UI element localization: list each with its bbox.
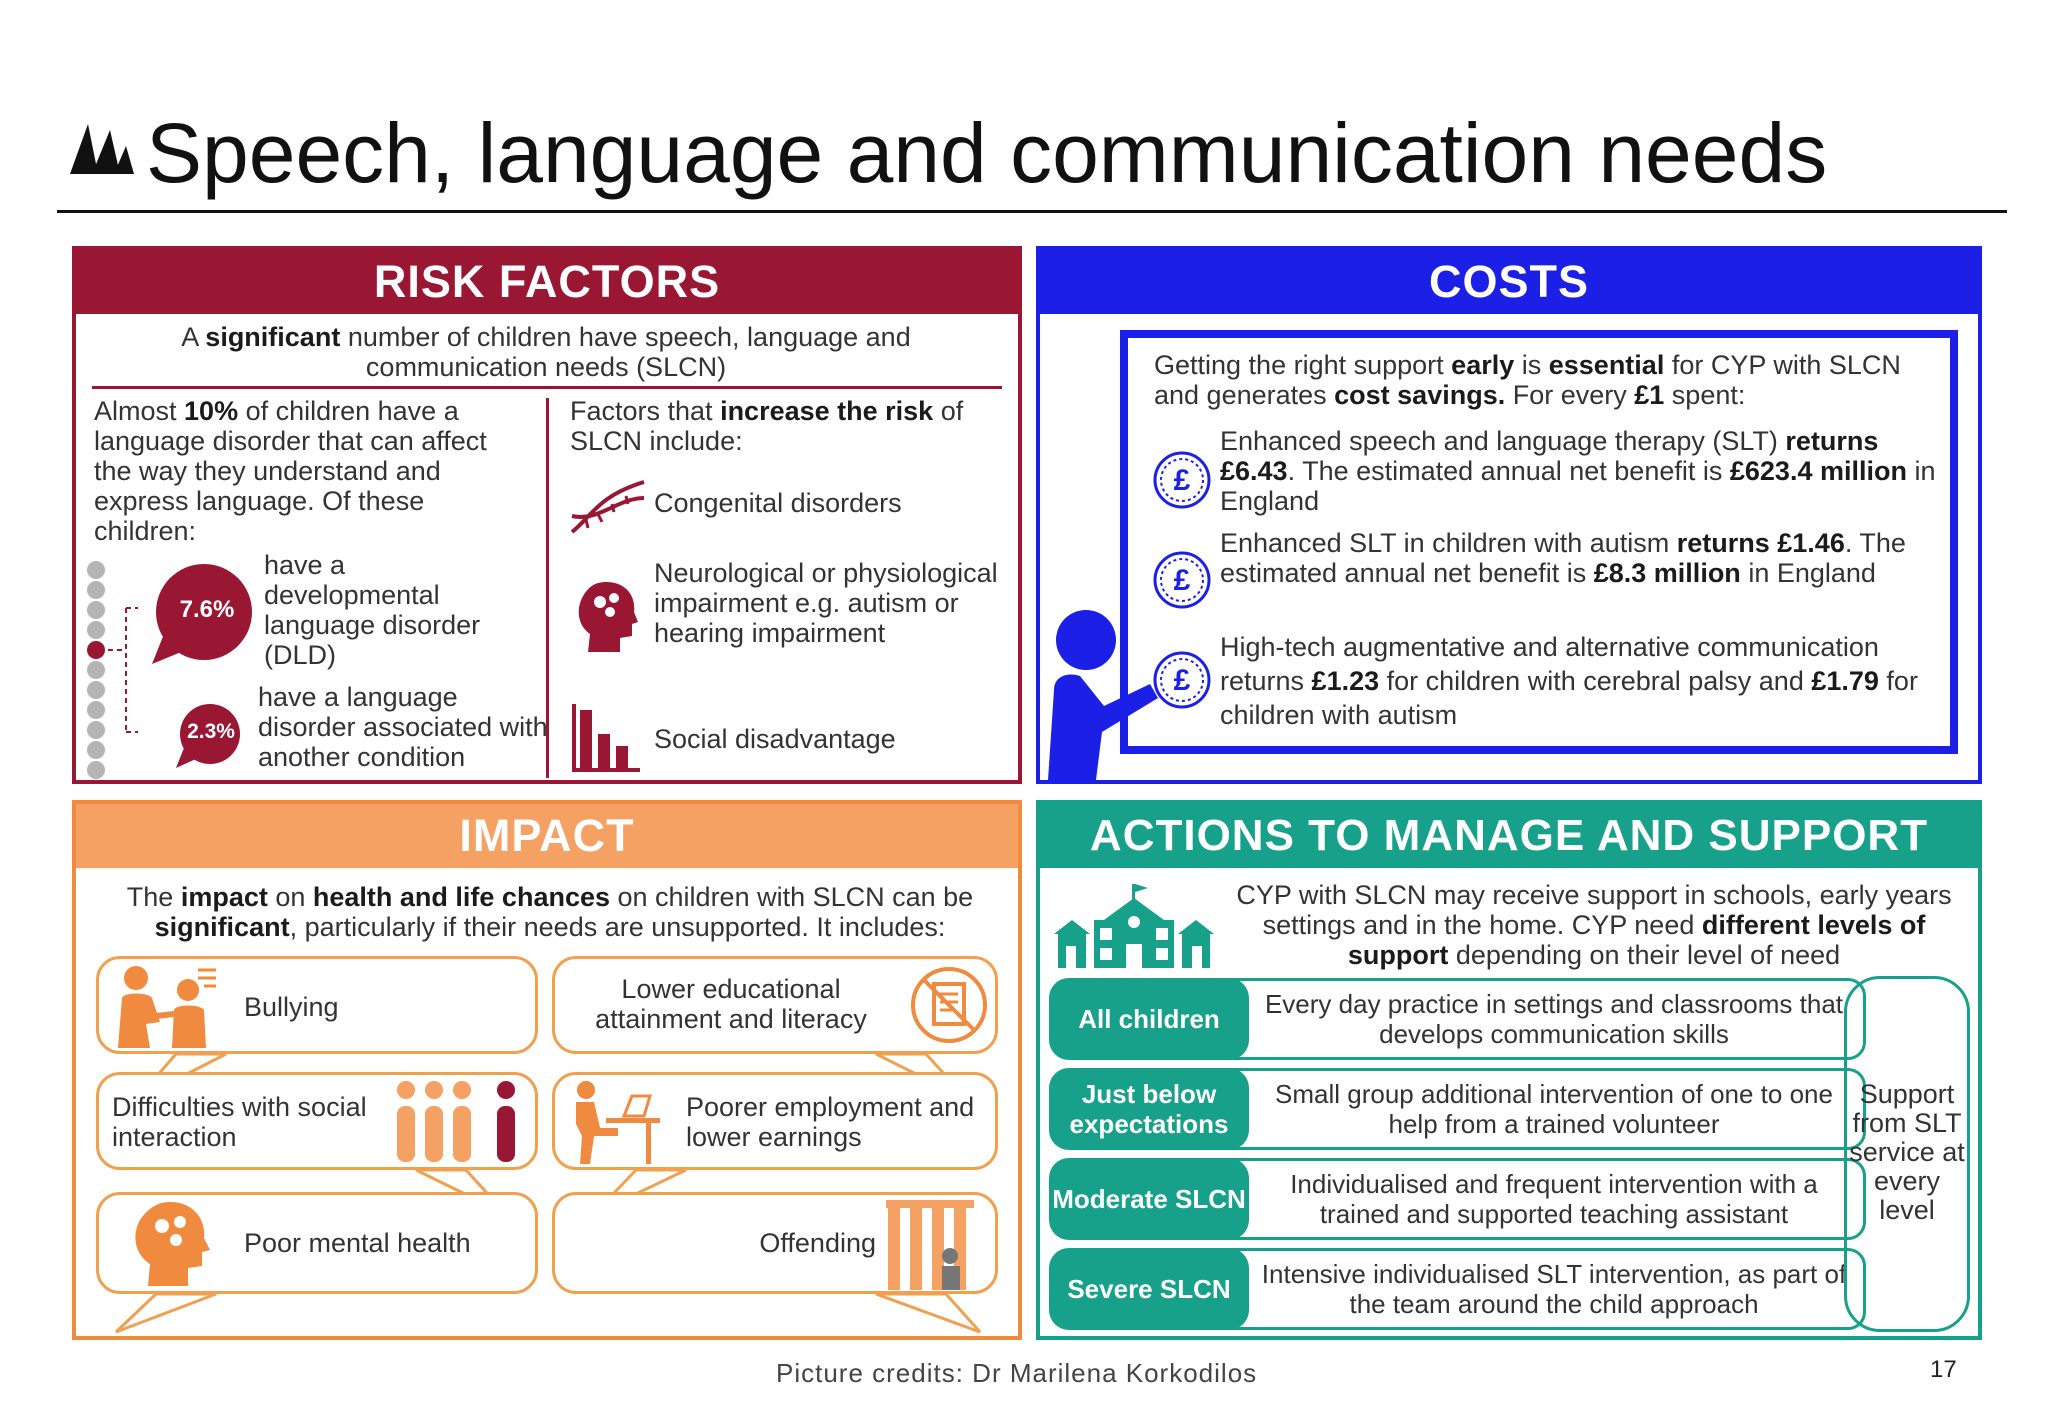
pound-symbol: £ <box>1173 464 1191 497</box>
costs-item1-e: in England <box>1220 456 1936 516</box>
costs-item1-b: returns £6.43 <box>1220 426 1879 486</box>
level-all-children-box: Every day practice in settings and classrooms that develops communication skills <box>1210 978 1866 1060</box>
costs-item3-a: High-tech augmentative and alternative communication returns <box>1220 632 1879 696</box>
pound-symbol: £ <box>1173 564 1191 597</box>
risk-intro-bold: significant <box>205 322 341 352</box>
costs-intro-g: For every <box>1505 380 1635 410</box>
impact-heading: IMPACT <box>76 804 1018 868</box>
risk-left-post: of children have a language disorder that can affect the way they understand and express language. Of these children: <box>94 396 487 546</box>
stat-other-text: have a language disorder associated with another condition <box>258 682 548 772</box>
costs-heading: COSTS <box>1040 250 1978 314</box>
actions-panel <box>1036 800 1982 1340</box>
level-below-expectations-label: Just below expectations <box>1049 1068 1249 1150</box>
costs-item3-d: £1.79 <box>1811 666 1879 696</box>
factor-neurological: Neurological or physiological impairment e.g. autism or hearing impairment <box>654 558 998 648</box>
head-brain-icon <box>576 580 638 652</box>
risk-divider <box>92 386 1002 389</box>
costs-item3-c: for children with cerebral palsy and <box>1379 666 1812 696</box>
impact-intro-a: The <box>126 882 181 912</box>
pound-coin-icon <box>1152 650 1212 710</box>
factor-social-disadvantage: Social disadvantage <box>654 724 896 754</box>
costs-item2-e: in England <box>1740 558 1876 588</box>
desk-worker-icon <box>566 1080 662 1164</box>
school-icon <box>1054 884 1214 968</box>
risk-right-text <box>570 396 1010 456</box>
costs-item1-d: £623.4 million <box>1729 456 1907 486</box>
level-severe-box: Intensive individualised SLT intervention, as part of the team around the child approach <box>1210 1248 1866 1330</box>
page-title: Speech, language and communication needs <box>146 106 1828 200</box>
costs-item2-a: Enhanced SLT in children with autism <box>1220 528 1677 558</box>
costs-panel <box>1036 246 1982 784</box>
costs-intro-h: £1 <box>1634 380 1665 410</box>
impact-social: Difficulties with social interaction <box>112 1092 367 1152</box>
level-severe-label: Severe SLCN <box>1049 1248 1249 1330</box>
risk-intro-pre: A <box>181 322 206 352</box>
actions-intro <box>1216 880 1972 970</box>
level-all-children-label: All children <box>1049 978 1249 1060</box>
pound-coin-icon <box>1152 550 1212 610</box>
risk-factors-heading: RISK FACTORS <box>76 250 1018 314</box>
costs-intro-i: spent: <box>1664 380 1746 410</box>
title-divider <box>57 210 2007 213</box>
costs-item3-b: £1.23 <box>1311 666 1380 696</box>
stat-other-value: 2.3% <box>187 720 235 743</box>
impact-intro-g: , particularly if their needs are unsupported. It includes: <box>289 912 946 942</box>
impact-intro-b: impact <box>180 882 268 912</box>
costs-item-autism <box>1220 528 1946 588</box>
stat-dld-value: 7.6% <box>179 596 235 623</box>
costs-item1-c: . The estimated annual net benefit is <box>1287 456 1730 486</box>
costs-intro <box>1154 350 1944 410</box>
actions-intro-a: CYP with SLCN may receive support in schools, early years settings and in the home. CYP need <box>1236 880 1952 940</box>
costs-intro-d: essential <box>1548 350 1665 380</box>
impact-intro-e: on children with SLCN can be <box>610 882 974 912</box>
impact-intro-f: significant <box>154 912 290 942</box>
costs-intro-c: is <box>1514 350 1549 380</box>
impact-mental-health: Poor mental health <box>244 1228 471 1258</box>
costs-intro-b: early <box>1451 350 1515 380</box>
isolated-person-icon <box>394 1080 534 1164</box>
head-brain-icon <box>132 1200 210 1286</box>
risk-factors-panel <box>72 246 1022 784</box>
dna-icon <box>568 476 648 536</box>
risk-right-pre: Factors that <box>570 396 721 426</box>
impact-intro-d: health and life chances <box>312 882 610 912</box>
factor-congenital: Congenital disorders <box>654 488 902 518</box>
logo-icon <box>70 124 134 174</box>
risk-left-text <box>94 396 524 546</box>
impact-panel <box>72 800 1022 1340</box>
bar-chart-icon <box>568 702 648 774</box>
population-dots-icon <box>82 560 152 780</box>
actions-intro-c: depending on their level of need <box>1448 940 1841 970</box>
risk-left-bold: 10% <box>184 396 239 426</box>
pound-symbol: £ <box>1173 664 1191 697</box>
costs-item-aac <box>1220 630 1946 732</box>
impact-intro-c: on <box>267 882 313 912</box>
impact-education: Lower educational attainment and literacy <box>595 974 867 1034</box>
impact-bullying: Bullying <box>244 992 339 1022</box>
level-below-expectations-box: Small group additional intervention of one to one help from a trained volunteer <box>1210 1068 1866 1150</box>
actions-intro-b: different levels of support <box>1347 910 1926 970</box>
pound-coin-icon <box>1152 450 1212 510</box>
prison-bars-icon <box>880 1198 980 1290</box>
impact-offending: Offending <box>759 1228 876 1258</box>
costs-item2-c: . The estimated annual net benefit is <box>1220 528 1906 588</box>
risk-right-bold: increase the risk <box>720 396 934 426</box>
costs-intro-f: cost savings. <box>1334 380 1506 410</box>
costs-item1-a: Enhanced speech and language therapy (SLT) <box>1220 426 1786 456</box>
level-moderate-label: Moderate SLCN <box>1049 1158 1249 1240</box>
picture-credit: Picture credits: Dr Marilena Korkodilos <box>776 1358 1258 1388</box>
costs-intro-a: Getting the right support <box>1154 350 1452 380</box>
costs-item2-d: £8.3 million <box>1593 558 1741 588</box>
slt-support-note: Support from SLT service at every level <box>1849 1079 1965 1225</box>
no-book-icon <box>908 964 990 1046</box>
bullying-people-icon <box>112 962 222 1048</box>
stat-dld-text: have a developmental language disorder (DLD) <box>264 550 481 670</box>
risk-intro <box>106 322 986 382</box>
risk-right-post: of SLCN include: <box>570 396 964 456</box>
page-number: 17 <box>1930 1356 1957 1383</box>
risk-left-pre: Almost <box>94 396 185 426</box>
level-moderate-box: Individualised and frequent intervention with a trained and supported teaching assistant <box>1210 1158 1866 1240</box>
impact-employment: Poorer employment and lower earnings <box>686 1092 975 1152</box>
costs-item3-e: for children with autism <box>1220 666 1918 730</box>
actions-heading: ACTIONS TO MANAGE AND SUPPORT <box>1040 804 1978 868</box>
costs-item-slt <box>1220 426 1946 516</box>
costs-item2-b: returns £1.46 <box>1676 528 1845 558</box>
risk-intro-post: number of children have speech, language and communication needs (SLCN) <box>340 322 911 382</box>
costs-intro-e: for CYP with SLCN and generates <box>1154 350 1901 410</box>
